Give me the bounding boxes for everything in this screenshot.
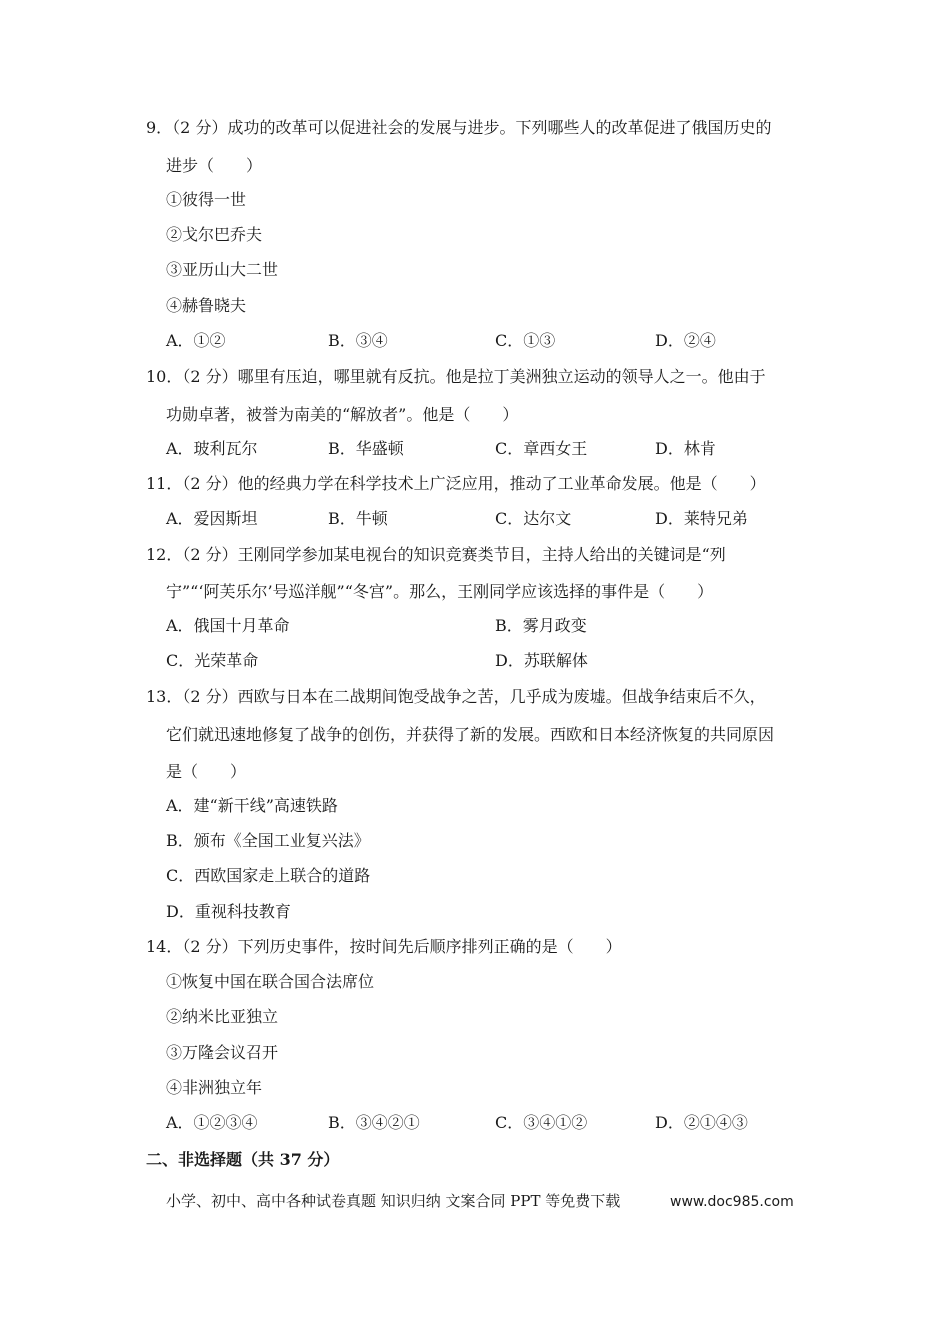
question-9-option-d: D．②④ <box>655 331 716 350</box>
question-11-stem: 11．（2 分）他的经典力学在科学技术上广泛应用，推动了工业革命发展。他是（ ） <box>146 474 766 493</box>
question-14-item-3: ③万隆会议召开 <box>166 1043 279 1062</box>
question-11-option-a: A．爱因斯坦 <box>166 509 258 528</box>
question-10-option-a: A．玻利瓦尔 <box>166 439 258 458</box>
question-11-option-b: B．牛顿 <box>328 509 388 528</box>
question-13-option-c: C．西欧国家走上联合的道路 <box>166 866 371 885</box>
question-14-option-d: D．②①④③ <box>655 1113 748 1132</box>
question-14-item-2: ②纳米比亚独立 <box>166 1007 279 1026</box>
question-13-stem: 13．（2 分）西欧与日本在二战期间饱受战争之苦，几乎成为废墟。但战争结束后不久， <box>146 687 766 706</box>
question-11-option-c: C．达尔文 <box>495 509 572 528</box>
question-9-item-2: ②戈尔巴乔夫 <box>166 225 263 244</box>
question-12-option-b: B．雾月政变 <box>495 616 587 635</box>
footer-text: 小学、初中、高中各种试卷真题 知识归纳 文案合同 PPT 等免费下载 <box>166 1192 621 1210</box>
question-9-option-a: A．①② <box>166 331 226 350</box>
question-14-item-1: ①恢复中国在联合国合法席位 <box>166 972 375 991</box>
question-9-item-4: ④赫鲁晓夫 <box>166 296 247 315</box>
question-14-option-a: A．①②③④ <box>166 1113 258 1132</box>
question-14-stem: 14．（2 分）下列历史事件，按时间先后顺序排列正确的是（ ） <box>146 937 622 956</box>
question-13-option-d: D．重视科技教育 <box>166 902 291 921</box>
question-12-option-c: C．光荣革命 <box>166 651 259 670</box>
question-10-stem-cont: 功勋卓著，被誉为南美的“解放者”。他是（ ） <box>166 405 519 424</box>
question-12-option-a: A．俄国十月革命 <box>166 616 290 635</box>
question-12-option-d: D．苏联解体 <box>495 651 588 670</box>
question-9-option-b: B．③④ <box>328 331 388 350</box>
question-13-stem-cont-1: 它们就迅速地修复了战争的创伤，并获得了新的发展。西欧和日本经济恢复的共同原因 <box>166 725 775 744</box>
question-13-stem-cont-2: 是（ ） <box>166 762 247 781</box>
footer-url-text[interactable]: www.doc985.com <box>670 1194 794 1210</box>
question-10-option-d: D．林肯 <box>655 439 716 458</box>
question-14-option-b: B．③④②① <box>328 1113 420 1132</box>
question-14-item-4: ④非洲独立年 <box>166 1078 263 1097</box>
question-12-stem-cont: 宁”“‘阿芙乐尔’号巡洋舰”“冬宫”。那么，王刚同学应该选择的事件是（ ） <box>166 582 714 601</box>
footer-url[interactable] <box>670 1191 794 1212</box>
question-9-option-c: C．①③ <box>495 331 556 350</box>
question-10-stem: 10．（2 分）哪里有压迫，哪里就有反抗。他是拉丁美洲独立运动的领导人之一。他由于 <box>146 367 766 386</box>
question-11-option-d: D．莱特兄弟 <box>655 509 748 528</box>
question-13-option-b: B．颁布《全国工业复兴法》 <box>166 831 370 850</box>
question-9-item-1: ①彼得一世 <box>166 190 247 209</box>
question-9-stem-cont: 进步（ ） <box>166 156 263 175</box>
question-12-stem: 12．（2 分）王刚同学参加某电视台的知识竞赛类节目，主持人给出的关键词是“列 <box>146 545 726 564</box>
question-14-option-c: C．③④①② <box>495 1113 588 1132</box>
question-13-option-a: A．建“新干线”高速铁路 <box>166 796 338 815</box>
question-9-stem: 9．（2 分）成功的改革可以促进社会的发展与进步。下列哪些人的改革促进了俄国历史的 <box>146 118 772 137</box>
question-10-option-c: C．章西女王 <box>495 439 588 458</box>
section-heading: 二、非选择题（共 37 分） <box>146 1150 340 1169</box>
question-9-item-3: ③亚历山大二世 <box>166 260 279 279</box>
question-10-option-b: B．华盛顿 <box>328 439 404 458</box>
